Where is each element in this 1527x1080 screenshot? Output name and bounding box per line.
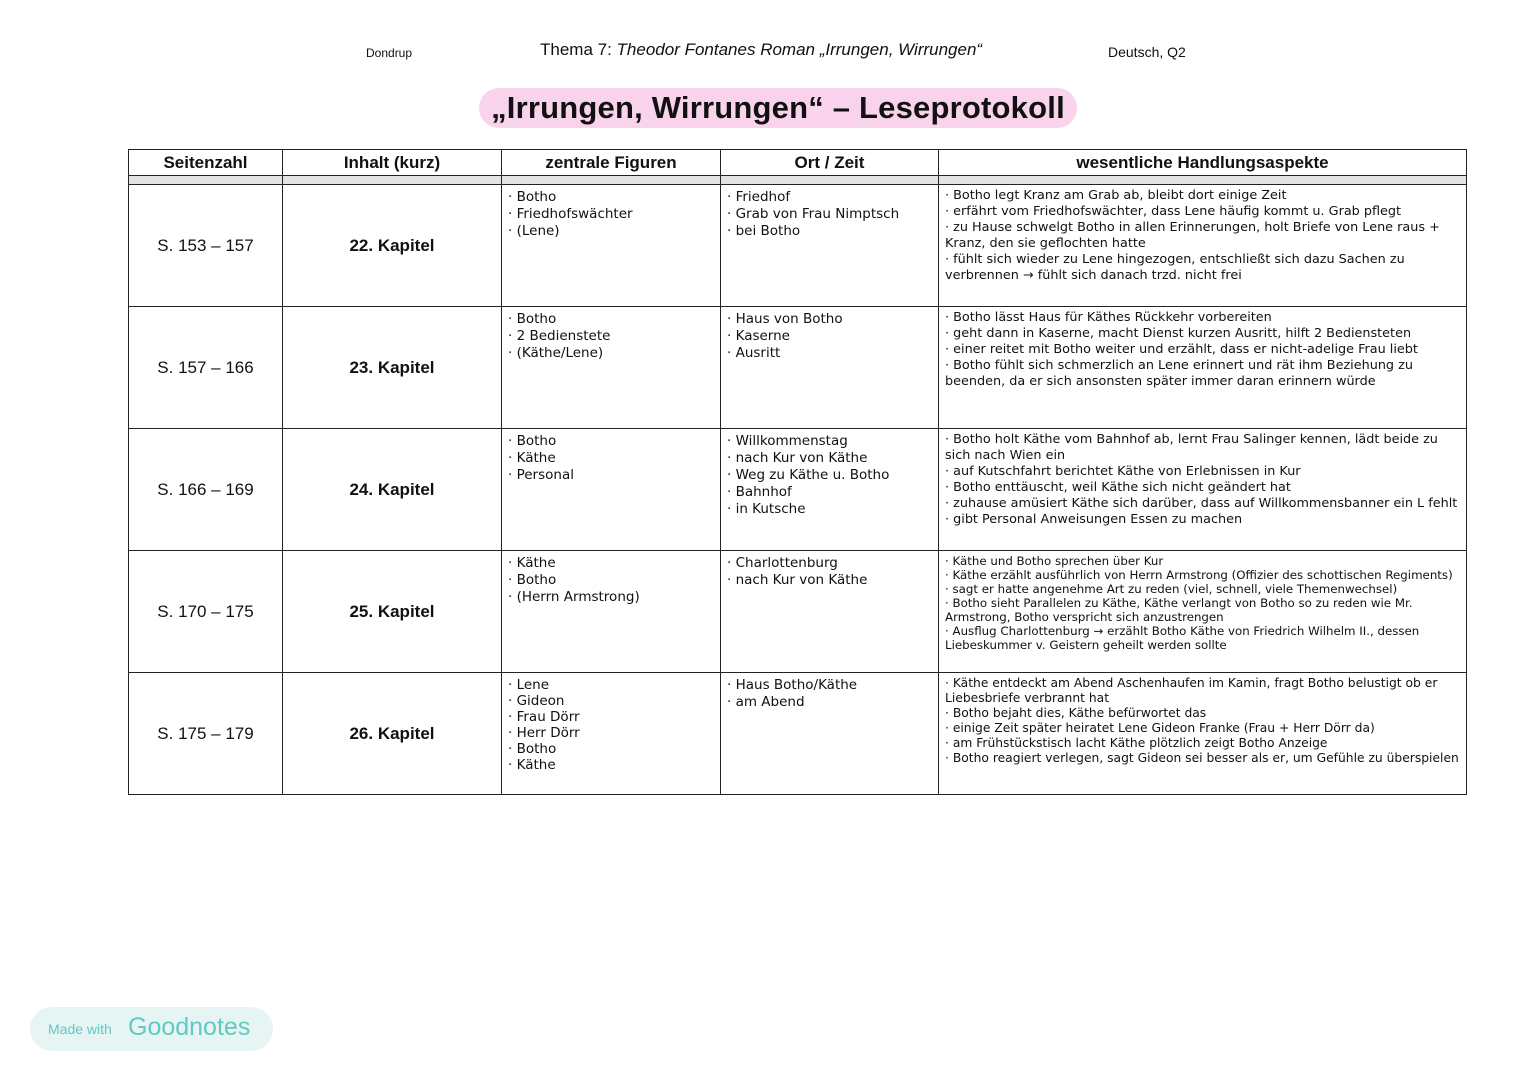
aspects-cell (939, 673, 1467, 795)
place-item: · Bahnhof (727, 484, 792, 500)
table-row (129, 673, 1467, 795)
place-item: · Ausritt (727, 345, 781, 361)
place-item: · nach Kur von Käthe (727, 450, 868, 466)
figures-cell (502, 673, 721, 795)
figure-item: · (Herrn Armstrong) (508, 589, 640, 605)
place-item: · Haus von Botho (727, 311, 843, 327)
header-spacer-row (129, 176, 1467, 185)
place-cell (721, 673, 939, 795)
figure-item: · 2 Bedienstete (508, 328, 611, 344)
aspect-item: · Botho enttäuscht, weil Käthe sich nicht geändert hat (945, 480, 1291, 495)
aspect-item: · Botho fühlt sich schmerzlich an Lene erinnert und rät ihm Beziehung zu beenden, da er sich ansonsten später immer daran erinnern würde (945, 358, 1413, 389)
figure-item: · Botho (508, 311, 557, 327)
place-item: · Haus Botho/Käthe (727, 677, 858, 693)
column-header-pages: Seitenzahl (129, 150, 283, 176)
aspects-cell (939, 429, 1467, 551)
topic-line (540, 40, 982, 60)
figures-cell (502, 307, 721, 429)
place-cell (721, 185, 939, 307)
aspect-item: · Käthe erzählt ausführlich von Herrn Armstrong (Offizier des schottischen Regiments) (945, 568, 1453, 582)
pages-cell: S. 175 – 179 (129, 673, 283, 795)
place-item: · Charlottenburg (727, 555, 838, 571)
place-cell (721, 551, 939, 673)
column-header-content: Inhalt (kurz) (283, 150, 502, 176)
aspect-item: · zuhause amüsiert Käthe sich darüber, dass auf Willkommensbanner ein L fehlt (945, 496, 1458, 511)
pages-cell: S. 170 – 175 (129, 551, 283, 673)
figure-item: · Friedhofswächter (508, 206, 633, 222)
reading-log-table (128, 149, 1467, 795)
place-item: · in Kutsche (727, 501, 806, 517)
figure-item: · Botho (508, 741, 557, 757)
badge-brand: Goodnotes (128, 1013, 251, 1041)
figures-cell (502, 551, 721, 673)
figure-item: · Käthe (508, 450, 556, 466)
place-item: · Kaserne (727, 328, 790, 344)
aspect-item: · Botho sieht Parallelen zu Käthe, Käthe verlangt von Botho so zu reden wie Mr. Armstrong, Botho verspricht sich anzustrengen (945, 596, 1413, 624)
figures-cell (502, 429, 721, 551)
spacer-cell (939, 176, 1467, 185)
title-block (479, 88, 1077, 128)
aspect-item: · fühlt sich wieder zu Lene hingezogen, entschließt sich dazu Sachen zu verbrennen → fühlt sich danach trzd. nicht frei (945, 252, 1405, 283)
aspect-item: · einer reitet mit Botho weiter und erzählt, dass er nicht-adelige Frau liebt (945, 342, 1418, 357)
place-item: · Grab von Frau Nimptsch (727, 206, 900, 222)
place-cell (721, 429, 939, 551)
aspect-item: · geht dann in Kaserne, macht Dienst kurzen Ausritt, hilft 2 Bediensteten (945, 326, 1412, 341)
aspect-item: · sagt er hatte angenehme Art zu reden (viel, schnell, viele Themenwechsel) (945, 582, 1398, 596)
aspects-cell (939, 307, 1467, 429)
aspect-item: · Käthe entdeckt am Abend Aschenhaufen im Kamin, fragt Botho belustigt ob er Liebesbriefe verbrannt hat (945, 676, 1438, 705)
table-row (129, 551, 1467, 673)
chapter-cell: 23. Kapitel (283, 307, 502, 429)
aspect-item: · gibt Personal Anweisungen Essen zu machen (945, 512, 1243, 527)
topic-prefix: Thema 7: (540, 40, 617, 59)
table-row (129, 429, 1467, 551)
place-cell (721, 307, 939, 429)
figure-item: · Botho (508, 572, 557, 588)
author-name: Dondrup (366, 46, 413, 60)
aspect-item: · Botho reagiert verlegen, sagt Gideon sei besser als er, um Gefühle zu überspielen (945, 751, 1459, 765)
figure-item: · Botho (508, 189, 557, 205)
chapter-cell: 26. Kapitel (283, 673, 502, 795)
column-header-aspects: wesentliche Handlungsaspekte (939, 150, 1467, 176)
aspect-item: · Botho bejaht dies, Käthe befürwortet das (945, 706, 1207, 720)
aspect-item: · Botho lässt Haus für Käthes Rückkehr vorbereiten (945, 310, 1272, 325)
column-header-figures: zentrale Figuren (502, 150, 721, 176)
aspect-item: · Botho legt Kranz am Grab ab, bleibt dort einige Zeit (945, 188, 1287, 203)
pages-cell: S. 157 – 166 (129, 307, 283, 429)
spacer-cell (721, 176, 939, 185)
figure-item: · (Käthe/Lene) (508, 345, 604, 361)
figure-item: · Personal (508, 467, 574, 483)
aspect-item: · einige Zeit später heiratet Lene Gideon Franke (Frau + Herr Dörr da) (945, 721, 1375, 735)
figure-item: · Herr Dörr (508, 725, 580, 741)
figure-item: · Gideon (508, 693, 565, 709)
chapter-cell: 24. Kapitel (283, 429, 502, 551)
course-label: Deutsch, Q2 (1108, 44, 1186, 60)
figure-item: · (Lene) (508, 223, 560, 239)
spacer-cell (502, 176, 721, 185)
aspect-item: · erfährt vom Friedhofswächter, dass Lene häufig kommt u. Grab pflegt (945, 204, 1402, 219)
chapter-cell: 22. Kapitel (283, 185, 502, 307)
pages-cell: S. 166 – 169 (129, 429, 283, 551)
table-row (129, 307, 1467, 429)
document-header (0, 40, 1527, 64)
spacer-cell (129, 176, 283, 185)
aspect-item: · Ausflug Charlottenburg → erzählt Botho Käthe von Friedrich Wilhelm II., dessen Liebeskummer v. Geistern geheilt werden sollte (945, 624, 1420, 652)
aspects-cell (939, 551, 1467, 673)
figure-item: · Käthe (508, 757, 556, 773)
figure-item: · Frau Dörr (508, 709, 580, 725)
place-item: · bei Botho (727, 223, 801, 239)
figures-cell (502, 185, 721, 307)
aspects-cell (939, 185, 1467, 307)
figure-item: · Lene (508, 677, 550, 693)
aspect-item: · Käthe und Botho sprechen über Kur (945, 554, 1164, 568)
goodnotes-badge (30, 1007, 273, 1051)
aspect-item: · auf Kutschfahrt berichtet Käthe von Erlebnissen in Kur (945, 464, 1301, 479)
spacer-cell (283, 176, 502, 185)
place-item: · Weg zu Käthe u. Botho (727, 467, 890, 483)
place-item: · nach Kur von Käthe (727, 572, 868, 588)
chapter-cell: 25. Kapitel (283, 551, 502, 673)
place-item: · am Abend (727, 694, 805, 710)
aspect-item: · zu Hause schwelgt Botho in allen Erinnerungen, holt Briefe von Lene raus + Kranz, den sie geflochten hatte (945, 220, 1440, 251)
pages-cell: S. 153 – 157 (129, 185, 283, 307)
page-title: „Irrungen, Wirrungen“ – Leseprotokoll (491, 90, 1065, 125)
topic-title: Theodor Fontanes Roman „Irrungen, Wirrungen“ (616, 40, 983, 59)
aspect-item: · am Frühstückstisch lacht Käthe plötzlich zeigt Botho Anzeige (945, 736, 1328, 750)
place-item: · Willkommenstag (727, 433, 848, 449)
figure-item: · Botho (508, 433, 557, 449)
aspect-item: · Botho holt Käthe vom Bahnhof ab, lernt Frau Salinger kennen, lädt beide zu sich nach Wien ein (945, 432, 1438, 463)
table-row (129, 185, 1467, 307)
badge-made-with: Made with (48, 1021, 112, 1037)
place-item: · Friedhof (727, 189, 791, 205)
figure-item: · Käthe (508, 555, 556, 571)
table-header-row (129, 150, 1467, 176)
column-header-place: Ort / Zeit (721, 150, 939, 176)
